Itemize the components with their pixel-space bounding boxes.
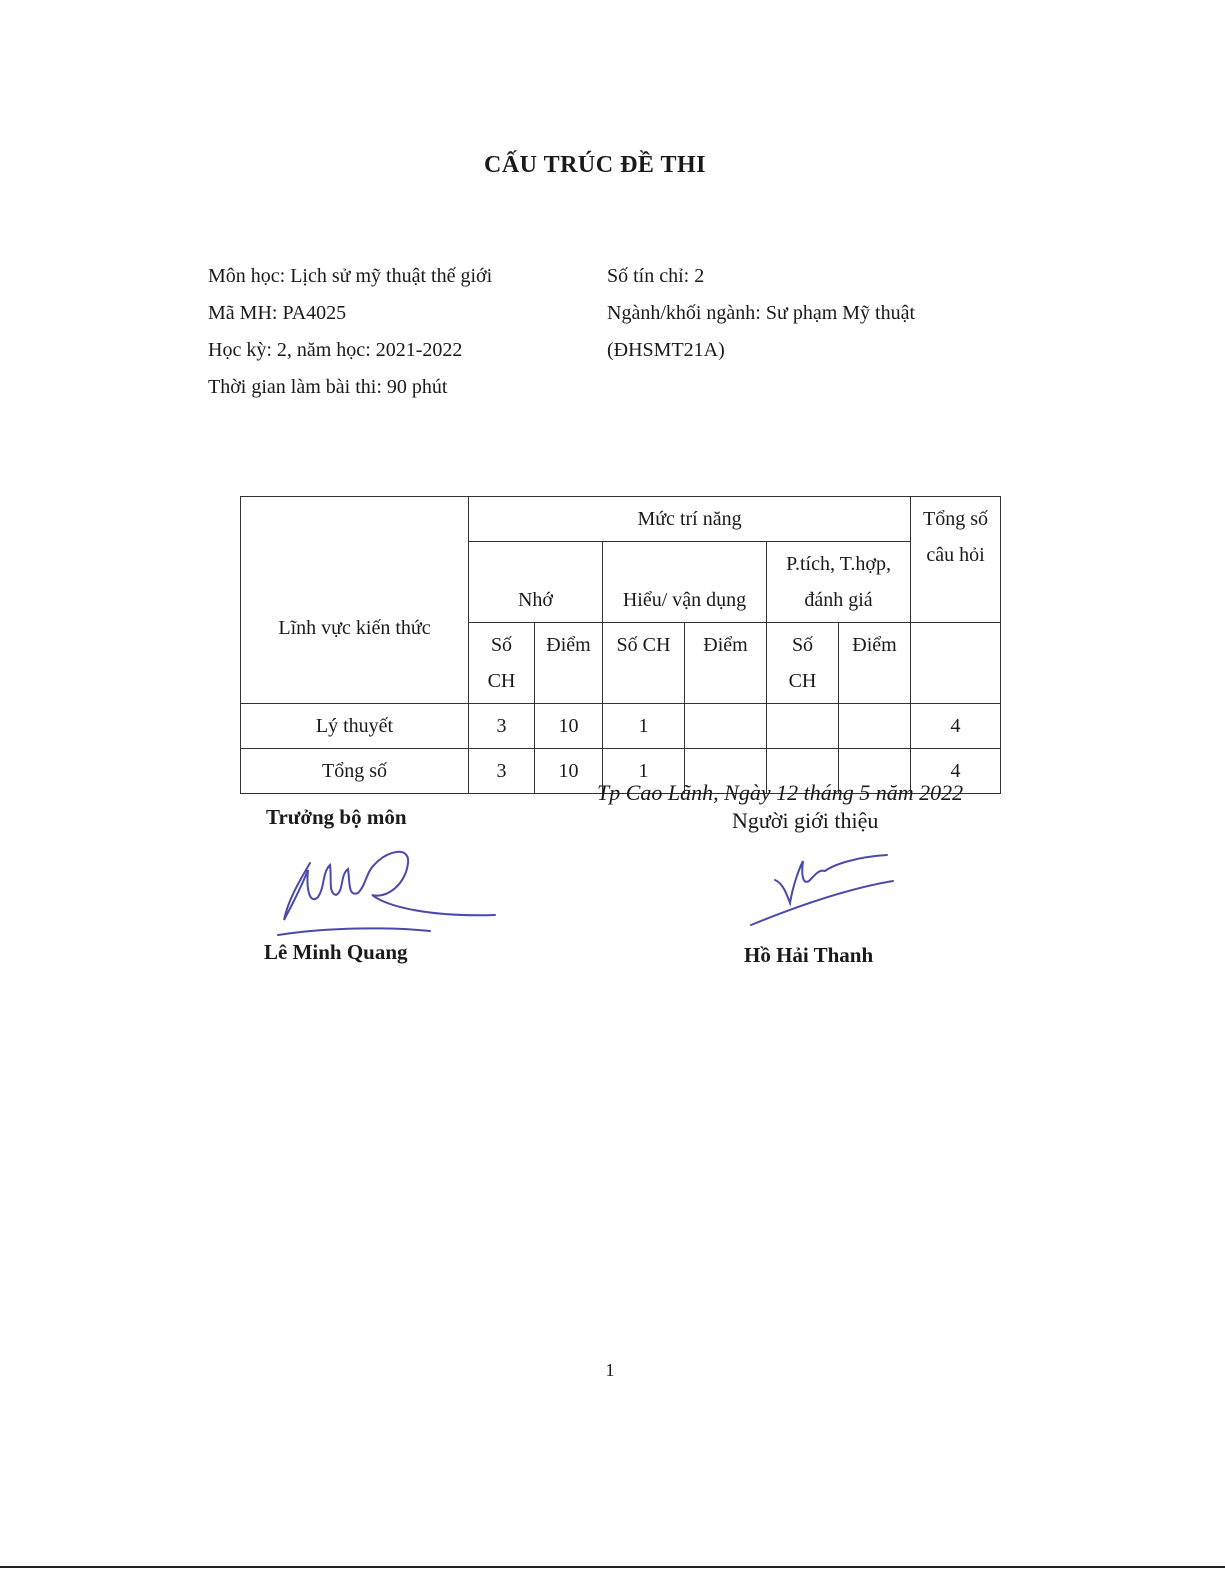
sub-count-b: CH [788,670,817,692]
group-remember: Nhớ [469,542,603,623]
cell [767,704,839,749]
cell: 1 [603,704,685,749]
sub-count-understand: Số CH [603,623,685,704]
group-analyze-line1: P.tích, T.hợp, [786,553,891,575]
course-name: Môn học: Lịch sử mỹ thuật thế giới [208,265,493,287]
row-total: 4 [911,704,1001,749]
header-field: Lĩnh vực kiến thức [241,497,469,704]
sub-total-empty [911,623,1001,704]
sub-points-remember: Điểm [535,623,603,704]
cell [685,704,767,749]
bottom-divider [0,1566,1225,1568]
table-header-row-1 [241,497,1001,542]
group-understand: Hiểu/ vận dụng [603,542,767,623]
row-label: Lý thuyết [241,704,469,749]
signature-left-image [270,835,500,945]
sub-count-analyze [767,623,839,704]
table-row [241,704,1001,749]
exam-structure-table [240,496,1001,794]
group-analyze-line2: đánh giá [804,589,873,611]
semester: Học kỳ: 2, năm học: 2021-2022 [208,339,463,361]
sub-count-b: CH [487,670,516,692]
signature-date: Tp Cao Lãnh, Ngày 12 tháng 5 năm 2022 [597,780,964,805]
row-label: Tổng số [241,749,469,794]
cell: 3 [469,749,535,794]
signer-left-name: Lê Minh Quang [264,940,408,964]
exam-duration: Thời gian làm bài thi: 90 phút [208,376,448,398]
credits: Số tín chỉ: 2 [607,265,705,287]
header-level: Mức trí năng [469,497,911,542]
course-info-left [208,258,492,406]
header-total-line1: Tổng số [923,508,989,530]
sub-points-understand: Điểm [685,623,767,704]
sub-points-analyze: Điểm [839,623,911,704]
cell: 3 [469,704,535,749]
cell: 1 [603,749,685,794]
cell: 10 [535,749,603,794]
sub-count-a: Số [791,634,814,656]
class-code: (ĐHSMT21A) [607,339,725,361]
sub-count-remember [469,623,535,704]
page-title: CẤU TRÚC ĐỀ THI [484,152,706,178]
course-info-right [607,258,915,369]
page-number: 1 [605,1360,615,1380]
signature-right-image [745,845,905,930]
cell [839,704,911,749]
row-total: 4 [911,749,1001,794]
sub-count-a: Số [490,634,513,656]
header-total-line2: câu hỏi [926,544,985,566]
group-analyze [767,542,911,623]
signer-right-name: Hồ Hải Thanh [744,943,874,967]
cell: 10 [535,704,603,749]
course-code: Mã MH: PA4025 [208,302,347,324]
signer-right-title: Người giới thiệu [732,808,879,833]
header-total [911,497,1001,623]
major: Ngành/khối ngành: Sư phạm Mỹ thuật [607,302,916,324]
signer-left-title: Trưởng bộ môn [266,805,407,829]
